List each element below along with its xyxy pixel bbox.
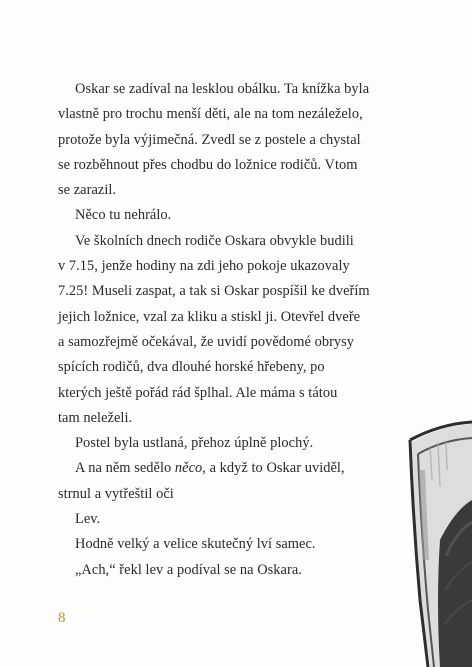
emphasis-text: něco [174, 460, 203, 477]
text-line [58, 305, 378, 330]
text-run: Oskar se zadíval na lesklou obálku. Ta knížka byla [75, 81, 370, 97]
text-line [58, 381, 378, 406]
text-run: Postel byla ustlaná, přehoz úplně plochý. [75, 435, 314, 452]
story-text [58, 77, 378, 583]
text-run: v 7.15, jenže hodiny na zdi jeho pokoje ukazovaly [58, 258, 350, 275]
text-run: kterých ještě pořád rád šplhal. Ale máma s tátou [58, 384, 338, 401]
text-line [58, 406, 378, 431]
text-run: Ve školních dnech rodiče Oskara obvykle budili [75, 232, 354, 249]
text-run: spících rodičů, dva dlouhé horské hřebeny, po [58, 359, 325, 376]
text-run: „Ach,“ řekl lev a podíval se na Oskara. [75, 561, 302, 578]
text-line [58, 153, 378, 178]
text-run: vlastně pro trochu menší děti, ale na tom nezáleželo, [58, 106, 363, 123]
text-run: , a když to Oskar uviděl, [202, 460, 345, 477]
text-run: se zarazil. [58, 182, 117, 199]
text-line [58, 178, 378, 203]
text-line [58, 77, 378, 102]
text-line [58, 128, 378, 153]
text-line [58, 482, 378, 507]
text-line [58, 456, 378, 481]
dark-shape-icon [438, 500, 472, 667]
text-line [58, 507, 378, 532]
text-line [58, 558, 378, 583]
text-run: 7.25! Museli zaspat, a tak si Oskar pospíšil ke dveřím [58, 283, 370, 300]
text-run: Hodně velký a velice skutečný lví samec. [75, 536, 316, 553]
text-run: se rozběhnout přes chodbu do ložnice rodičů. Vtom [58, 156, 358, 173]
text-line [58, 330, 378, 355]
text-line [58, 279, 378, 304]
text-run: jejich ložnice, vzal za kliku a stiskl ji. Otevřel dveře [58, 308, 361, 325]
text-run: a samozřejmě očekával, že uvidí povědomé obrysy [58, 333, 355, 350]
text-line [58, 229, 378, 254]
text-run: Lev. [75, 511, 101, 528]
text-run: protože byla výjimečná. Zvedl se z postele a chystal [58, 131, 361, 148]
text-line [58, 532, 378, 557]
text-run: tam neleželi. [58, 409, 133, 426]
text-line [58, 254, 378, 279]
text-line [58, 431, 378, 456]
text-run: A na něm sedělo [75, 460, 175, 477]
text-run: strnul a vytřeštil oči [58, 485, 174, 502]
text-line [58, 355, 378, 380]
headboard-frame-icon [410, 422, 472, 667]
text-run: Něco tu nehrálo. [75, 207, 172, 224]
page-number: 8 [58, 610, 66, 626]
text-line [58, 102, 378, 127]
text-line [58, 203, 378, 228]
